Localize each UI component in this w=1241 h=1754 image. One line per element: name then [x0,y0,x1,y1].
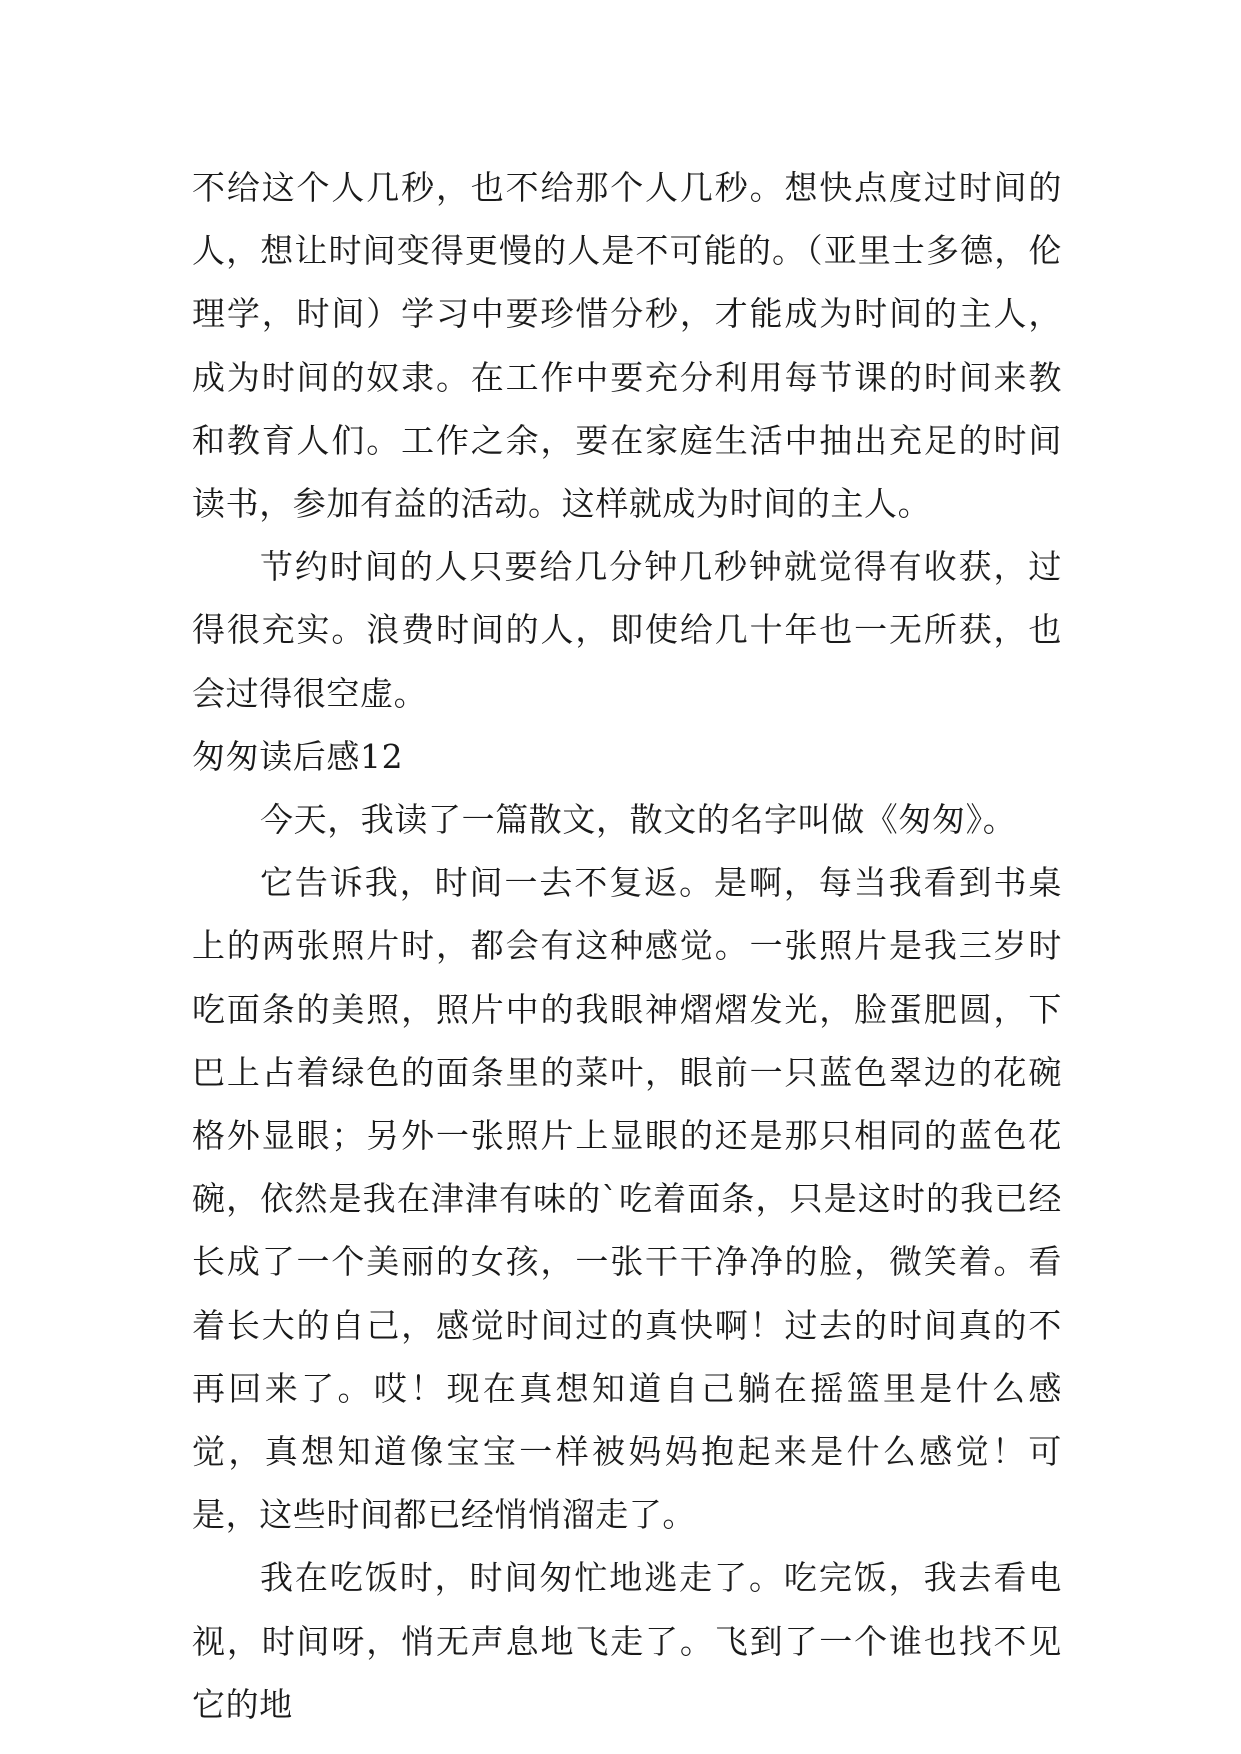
section-heading: 匆匆读后感12 [192,736,404,776]
paragraph-time-master: 不给这个人几秒，也不给那个人几秒。想快点度过时间的人，想让时间变得更慢的人是不可能的。（亚里士多德，伦理学，时间）学习中要珍惜分秒，才能成为时间的主人，成为时间的奴隶。在工作中要充分利用每节课的时间来教和教育人们。工作之余，要在家庭生活中抽出充足的时间读书，参加有益的活动。这样就成为时间的主人。 [192,168,1062,524]
paragraph-intro: 今天，我读了一篇散文，散文的名字叫做《匆匆》。 [260,800,1017,840]
paragraph-save-time: 节约时间的人只要给几分钟几秒钟就觉得有收获，过得很充实。浪费时间的人，即使给几十年也一无所获，也会过得很空虚。 [192,547,1062,713]
paragraph-eating: 我在吃饭时，时间匆忙地逃走了。吃完饭，我去看电视，时间呀，悄无声息地飞走了。飞到了一个谁也找不见它的地 [192,1558,1062,1724]
document-body [192,156,1062,1736]
paragraph-photos: 它告诉我，时间一去不复返。是啊，每当我看到书桌上的两张照片时，都会有这种感觉。一张照片是我三岁时吃面条的美照，照片中的我眼神熠熠发光，脸蛋肥圆，下巴上占着绿色的面条里的菜叶，眼前一只蓝色翠边的花碗格外显眼；另外一张照片上显眼的还是那只相同的蓝色花碗，依然是我在津津有味的`吃着面条，只是这时的我已经长成了一个美丽的女孩，一张干干净净的脸，微笑着。看着长大的自己，感觉时间过的真快啊！过去的时间真的不再回来了。哎！现在真想知道自己躺在摇篮里是什么感觉，真想知道像宝宝一样被妈妈抱起来是什么感觉！可是，这些时间都已经悄悄溜走了。 [192,863,1062,1535]
